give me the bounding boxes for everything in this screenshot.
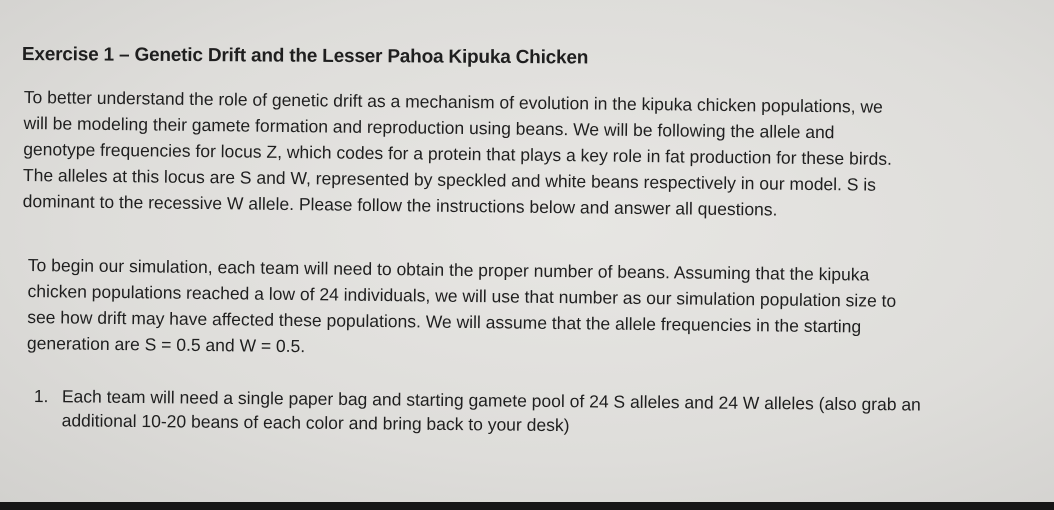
list-item-line: Each team will need a single paper bag and starting gamete pool of 24 S alleles and 24 W alleles (also grab an [61, 386, 921, 415]
list-item-line: additional 10-20 beans of each color and bring back to your desk) [61, 410, 570, 436]
paragraph-line: genotype frequencies for locus Z, which codes for a protein that plays a key role in fat production for these birds. [23, 138, 892, 169]
paragraph-line: will be modeling their gamete formation and reproduction using beans. We will be following the allele and [23, 112, 835, 143]
paragraph-line: chicken populations reached a low of 24 individuals, we will use that number as our simulation population size to [27, 280, 897, 311]
paragraph-line: dominant to the recessive W allele. Please follow the instructions below and answer all questions. [22, 190, 778, 220]
paragraph-line: generation are S = 0.5 and W = 0.5. [26, 332, 306, 357]
paragraph-line: see how drift may have affected these populations. We will assume that the allele frequencies in the starting [27, 306, 862, 337]
paragraph-line: The alleles at this locus are S and W, represented by speckled and white beans respectively in our model. S is [22, 164, 877, 195]
paragraph-line: To better understand the role of genetic drift as a mechanism of evolution in the kipuka chicken populations, we [23, 86, 883, 117]
exercise-title: Exercise 1 – Genetic Drift and the Lesser Pahoa Kipuka Chicken [21, 44, 589, 69]
paragraph-line: To begin our simulation, each team will need to obtain the proper number of beans. Assuming that the kipuka [27, 254, 870, 285]
intro-paragraph [23, 84, 1014, 225]
simulation-paragraph [27, 252, 998, 367]
desk-edge [0, 502, 1054, 510]
list-item-text [62, 384, 921, 440]
instruction-item-1 [33, 384, 994, 436]
list-item-number: 1. [33, 385, 49, 407]
